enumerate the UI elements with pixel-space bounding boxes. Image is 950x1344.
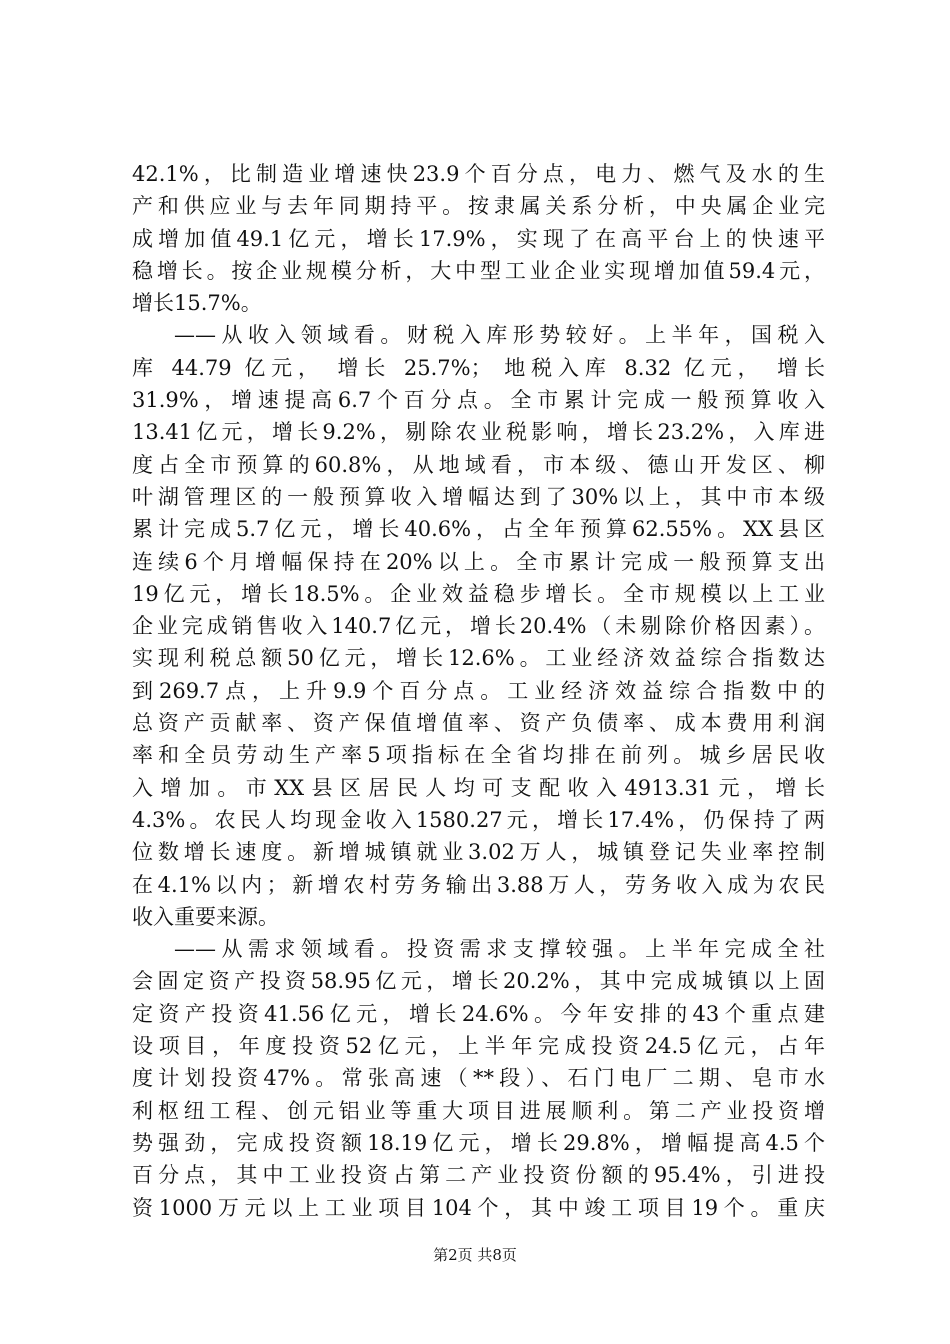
text-line: 叶湖管理区的一般预算收入增幅达到了30%以上，其中市本级 xyxy=(132,484,825,509)
text-line: 在4.1%以内；新增农村劳务输出3.88万人，劳务收入成为农民 xyxy=(132,872,825,897)
document-body xyxy=(132,158,825,1224)
text-line: 产和供应业与去年同期持平。按隶属关系分析，中央属企业完 xyxy=(132,194,825,219)
text-line: 会固定资产投资58.95亿元，增长20.2%，其中完成城镇以上固 xyxy=(132,969,825,994)
text-line: 资1000万元以上工业项目104个，其中竣工项目19个。重庆 xyxy=(132,1195,825,1220)
text-line: 位数增长速度。新增城镇就业3.02万人，城镇登记失业率控制 xyxy=(132,840,825,865)
text-line: ——从收入领域看。财税入库形势较好。上半年，国税入 xyxy=(174,323,825,348)
text-line: 13.41亿元，增长9.2%，剔除农业税影响，增长23.2%，入库进 xyxy=(132,420,825,445)
text-line: 4.3%。农民人均现金收入1580.27元，增长17.4%，仍保持了两 xyxy=(132,807,825,832)
text-line: 度计划投资47%。常张高速（**段）、石门电厂二期、皂市水 xyxy=(132,1066,825,1091)
text-line: 设项目，年度投资52亿元，上半年完成投资24.5亿元，占年 xyxy=(132,1034,825,1059)
text-line: 19亿元，增长18.5%。企业效益稳步增长。全市规模以上工业 xyxy=(132,581,825,606)
text-line: 42.1%，比制造业增速快23.9个百分点，电力、燃气及水的生 xyxy=(132,162,825,186)
text-line: 成增加值49.1亿元，增长17.9%，实现了在高平台上的快速平 xyxy=(132,226,825,251)
text-line: 连续6个月增幅保持在20%以上。全市累计完成一般预算支出 xyxy=(132,549,825,574)
text-line: 企业完成销售收入140.7亿元，增长20.4%（未剔除价格因素）。 xyxy=(132,614,825,639)
text-line: 总资产贡献率、资产保值增值率、资产负债率、成本费用利润 xyxy=(132,711,825,736)
text-line: 入增加。市XX县区居民人均可支配收入4913.31元，增长 xyxy=(132,775,825,800)
text-line: 百分点，其中工业投资占第二产业投资份额的95.4%，引进投 xyxy=(132,1163,825,1188)
text-line: ——从需求领域看。投资需求支撑较强。上半年完成全社 xyxy=(174,937,825,962)
text-line: 收入重要来源。 xyxy=(132,904,279,929)
page-footer: 第2页 共8页 xyxy=(433,1246,517,1264)
text-line: 度占全市预算的60.8%，从地域看，市本级、德山开发区、柳 xyxy=(132,452,825,477)
text-line: 稳增长。按企业规模分析，大中型工业企业实现增加值59.4元， xyxy=(132,258,825,283)
text-line: 势强劲，完成投资额18.19亿元，增长29.8%，增幅提高4.5个 xyxy=(132,1130,825,1155)
text-line: 实现利税总额50亿元，增长12.6%。工业经济效益综合指数达 xyxy=(132,646,825,671)
text-line: 累计完成5.7亿元，增长40.6%，占全年预算62.55%。XX县区 xyxy=(132,517,825,542)
text-line: 增长15.7%。 xyxy=(132,291,262,316)
text-line: 到269.7点，上升9.9个百分点。工业经济效益综合指数中的 xyxy=(132,678,825,703)
text-line: 31.9%，增速提高6.7个百分点。全市累计完成一般预算收入 xyxy=(132,388,825,413)
text-line: 定资产投资41.56亿元，增长24.6%。今年安排的43个重点建 xyxy=(132,1001,825,1026)
text-line: 库 44.79 亿元， 增长 25.7%； 地税入库 8.32 亿元， 增长 xyxy=(132,355,825,380)
text-line: 率和全员劳动生产率5项指标在全省均排在前列。城乡居民收 xyxy=(132,743,825,768)
text-line: 利枢纽工程、创元铝业等重大项目进展顺利。第二产业投资增 xyxy=(132,1098,825,1123)
